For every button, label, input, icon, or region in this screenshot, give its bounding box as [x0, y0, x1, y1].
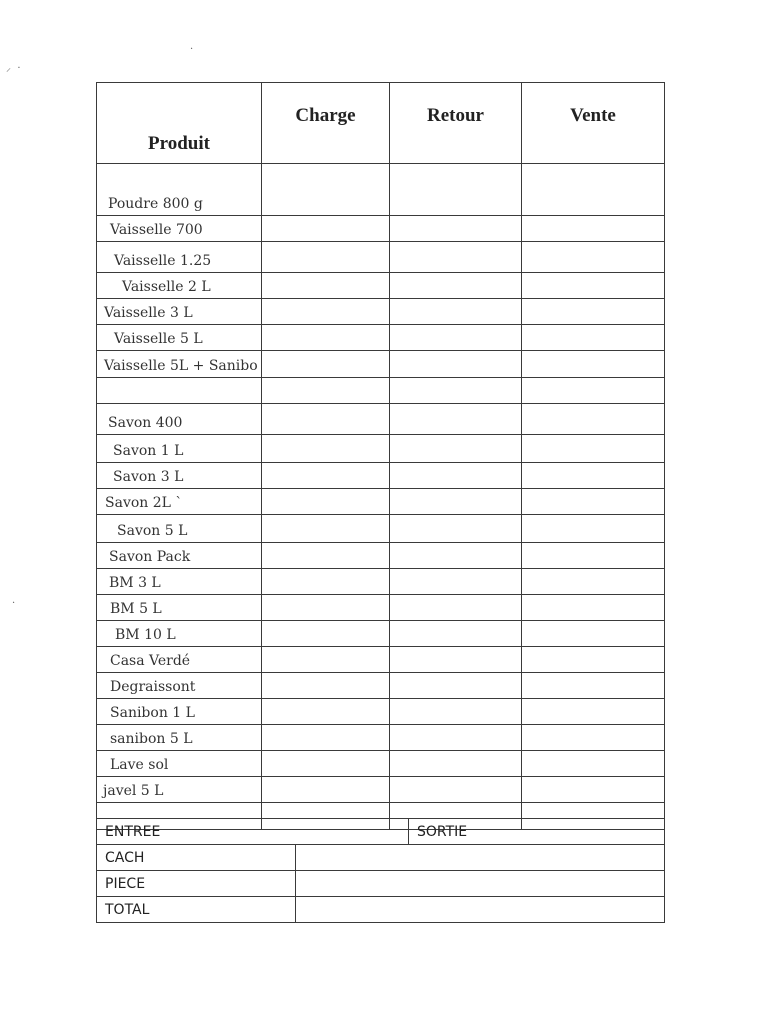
- product-name: Savon 3 L: [97, 463, 262, 489]
- vente-cell[interactable]: [522, 273, 665, 299]
- product-name: [97, 378, 262, 404]
- charge-cell[interactable]: [262, 725, 390, 751]
- table-row: [97, 378, 665, 404]
- vente-cell[interactable]: [522, 351, 665, 378]
- vente-cell[interactable]: [522, 325, 665, 351]
- charge-cell[interactable]: [262, 751, 390, 777]
- vente-cell[interactable]: [522, 595, 665, 621]
- table-row: [97, 515, 665, 543]
- product-table: [96, 82, 665, 830]
- product-name: sanibon 5 L: [97, 725, 262, 751]
- product-name: Vaisselle 5 L: [97, 325, 262, 351]
- vente-cell[interactable]: [522, 673, 665, 699]
- charge-cell[interactable]: [262, 543, 390, 569]
- retour-cell[interactable]: [390, 164, 522, 216]
- total-label: TOTAL: [97, 897, 296, 923]
- vente-cell[interactable]: [522, 299, 665, 325]
- header-retour: Retour: [390, 83, 522, 164]
- header-vente: Vente: [522, 83, 665, 164]
- retour-cell[interactable]: [390, 273, 522, 299]
- table-row: [97, 621, 665, 647]
- charge-cell[interactable]: [262, 515, 390, 543]
- retour-cell[interactable]: [390, 325, 522, 351]
- table-row: [97, 725, 665, 751]
- retour-cell[interactable]: [390, 621, 522, 647]
- vente-cell[interactable]: [522, 751, 665, 777]
- product-name: Casa Verdé: [97, 647, 262, 673]
- charge-cell[interactable]: [262, 435, 390, 463]
- charge-cell[interactable]: [262, 164, 390, 216]
- piece-label: PIECE: [97, 871, 296, 897]
- vente-cell[interactable]: [522, 543, 665, 569]
- product-name: Vaisselle 5L + Sanibo: [97, 351, 262, 378]
- vente-cell[interactable]: [522, 489, 665, 515]
- vente-cell[interactable]: [522, 699, 665, 725]
- retour-cell[interactable]: [390, 673, 522, 699]
- product-name: BM 10 L: [97, 621, 262, 647]
- charge-cell[interactable]: [262, 673, 390, 699]
- product-name: Sanibon 1 L: [97, 699, 262, 725]
- vente-cell[interactable]: [522, 404, 665, 435]
- header-charge: Charge: [262, 83, 390, 164]
- table-row: [97, 164, 665, 216]
- vente-cell[interactable]: [522, 435, 665, 463]
- charge-cell[interactable]: [262, 378, 390, 404]
- table-row: [97, 273, 665, 299]
- summary-row-piece: [97, 871, 665, 897]
- vente-cell[interactable]: [522, 515, 665, 543]
- charge-cell[interactable]: [262, 489, 390, 515]
- piece-value-cell[interactable]: [296, 871, 665, 897]
- charge-cell[interactable]: [262, 463, 390, 489]
- table-row: [97, 673, 665, 699]
- charge-cell[interactable]: [262, 273, 390, 299]
- product-name: Degraissont: [97, 673, 262, 699]
- vente-cell[interactable]: [522, 463, 665, 489]
- charge-cell[interactable]: [262, 777, 390, 803]
- retour-cell[interactable]: [390, 699, 522, 725]
- summary-row-total: [97, 897, 665, 923]
- retour-cell[interactable]: [390, 299, 522, 325]
- table-row: [97, 216, 665, 242]
- product-name: Vaisselle 1.25: [97, 242, 262, 273]
- product-name: BM 5 L: [97, 595, 262, 621]
- charge-cell[interactable]: [262, 595, 390, 621]
- retour-cell[interactable]: [390, 404, 522, 435]
- cach-value-cell[interactable]: [296, 845, 665, 871]
- product-name: Savon 400: [97, 404, 262, 435]
- table-row: [97, 435, 665, 463]
- retour-cell[interactable]: [390, 569, 522, 595]
- product-name: Savon 2L `: [97, 489, 262, 515]
- table-row: [97, 595, 665, 621]
- retour-cell[interactable]: [390, 489, 522, 515]
- vente-cell[interactable]: [522, 378, 665, 404]
- vente-cell[interactable]: [522, 569, 665, 595]
- retour-cell[interactable]: [390, 435, 522, 463]
- charge-cell[interactable]: [262, 351, 390, 378]
- retour-cell[interactable]: [390, 463, 522, 489]
- vente-cell[interactable]: [522, 164, 665, 216]
- table-row: [97, 351, 665, 378]
- charge-cell[interactable]: [262, 325, 390, 351]
- header-produit: Produit: [97, 83, 262, 164]
- product-name: Savon Pack: [97, 543, 262, 569]
- charge-cell[interactable]: [262, 404, 390, 435]
- summary-row-cach: [97, 845, 665, 871]
- vente-cell[interactable]: [522, 777, 665, 803]
- sortie-label: SORTIE: [409, 819, 665, 845]
- retour-cell[interactable]: [390, 216, 522, 242]
- retour-cell[interactable]: [390, 351, 522, 378]
- table-row: [97, 242, 665, 273]
- retour-cell[interactable]: [390, 725, 522, 751]
- charge-cell[interactable]: [262, 699, 390, 725]
- scan-speck-left: ·: [12, 598, 16, 609]
- product-name: Poudre 800 g: [97, 164, 262, 216]
- vente-cell[interactable]: [522, 647, 665, 673]
- total-value-cell[interactable]: [296, 897, 665, 923]
- charge-cell[interactable]: [262, 216, 390, 242]
- retour-cell[interactable]: [390, 777, 522, 803]
- scan-speck-top-left: ⸝ ·: [6, 63, 21, 74]
- scan-speck-top: ·: [190, 44, 194, 55]
- vente-cell[interactable]: [522, 725, 665, 751]
- retour-cell[interactable]: [390, 595, 522, 621]
- vente-cell[interactable]: [522, 216, 665, 242]
- table-row: [97, 751, 665, 777]
- table-row: [97, 543, 665, 569]
- table-row: [97, 489, 665, 515]
- charge-cell[interactable]: [262, 569, 390, 595]
- product-name: Vaisselle 700: [97, 216, 262, 242]
- product-name: javel 5 L: [97, 777, 262, 803]
- retour-cell[interactable]: [390, 242, 522, 273]
- product-name: BM 3 L: [97, 569, 262, 595]
- table-row: [97, 404, 665, 435]
- retour-cell[interactable]: [390, 751, 522, 777]
- table-row: [97, 569, 665, 595]
- entree-label: ENTREE: [97, 819, 409, 845]
- charge-cell[interactable]: [262, 299, 390, 325]
- cach-label: CACH: [97, 845, 296, 871]
- summary-table: [96, 818, 665, 923]
- summary-row-entree-sortie: [97, 819, 665, 845]
- product-name: Lave sol: [97, 751, 262, 777]
- retour-cell[interactable]: [390, 515, 522, 543]
- vente-cell[interactable]: [522, 242, 665, 273]
- vente-cell[interactable]: [522, 621, 665, 647]
- charge-cell[interactable]: [262, 621, 390, 647]
- retour-cell[interactable]: [390, 543, 522, 569]
- table-row: [97, 777, 665, 803]
- retour-cell[interactable]: [390, 647, 522, 673]
- header-row: [97, 83, 665, 164]
- table-row: [97, 463, 665, 489]
- product-name: Vaisselle 2 L: [97, 273, 262, 299]
- table-row: [97, 299, 665, 325]
- product-name: Savon 1 L: [97, 435, 262, 463]
- retour-cell[interactable]: [390, 378, 522, 404]
- table-row: [97, 647, 665, 673]
- charge-cell[interactable]: [262, 647, 390, 673]
- product-name: Savon 5 L: [97, 515, 262, 543]
- table-row: [97, 699, 665, 725]
- product-name: Vaisselle 3 L: [97, 299, 262, 325]
- table-row: [97, 325, 665, 351]
- charge-cell[interactable]: [262, 242, 390, 273]
